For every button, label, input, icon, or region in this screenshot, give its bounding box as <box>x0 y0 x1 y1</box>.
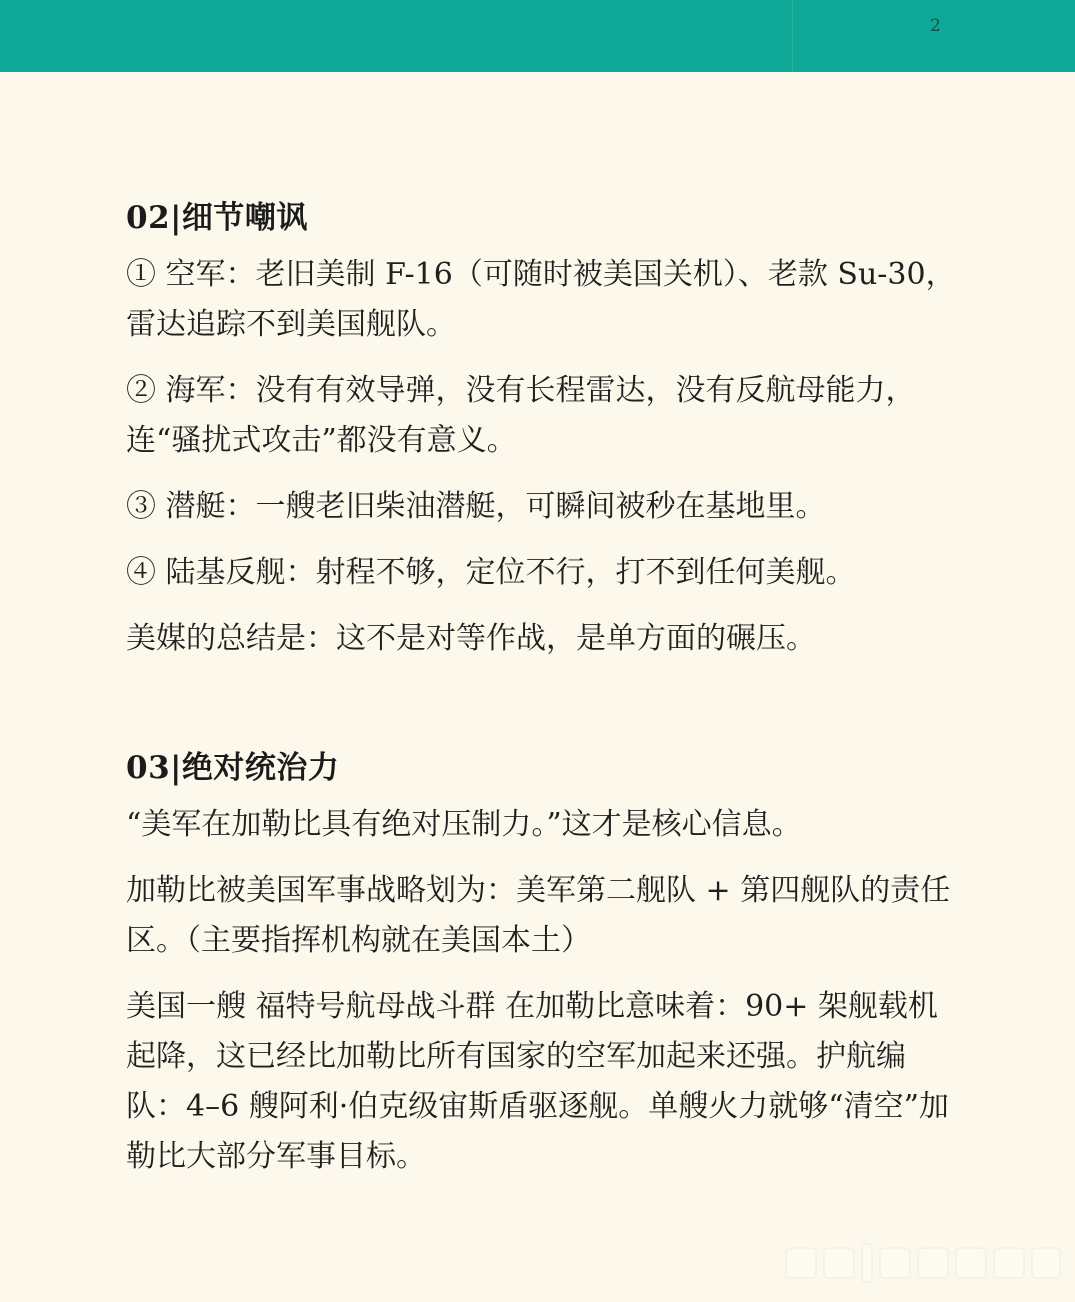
paragraph-fleet-responsibility: 加勒比被美国军事战略划为：美军第二舰队 + 第四舰队的责任区。（主要指挥机构就在美国本土） <box>126 873 951 958</box>
paragraph-summary: 美媒的总结是：这不是对等作战，是单方面的碾压。 <box>126 621 816 656</box>
paragraph-carrier-group: 美国一艘 福特号航母战斗群 在加勒比意味着：90+ 架舰载机起降，这已经比加勒比所有国家的空军加起来还强。护航编队：4–6 艘阿利·伯克级宙斯盾驱逐舰。单艘火力就够“清空”加勒比大部分军事目标。 <box>126 989 949 1174</box>
watermark-graphic <box>780 1238 1065 1290</box>
paragraph-land-anti-ship: ④ 陆基反舰：射程不够，定位不行，打不到任何美舰。 <box>126 555 856 590</box>
section-absolute-dominance <box>126 740 956 1182</box>
section-heading: 02|细节嘲讽 <box>126 200 308 236</box>
article-body <box>126 190 956 1198</box>
top-header-bar <box>0 0 1075 72</box>
paragraph-navy: ② 海军：没有有效导弹，没有长程雷达，没有反航母能力，连“骚扰式攻击”都没有意义。 <box>126 373 916 458</box>
section-heading: 03|绝对统治力 <box>126 750 340 786</box>
page-number: 2 <box>930 16 941 36</box>
paragraph-air-force: ① 空军：老旧美制 F-16（可随时被美国关机）、老款 Su-30，雷达追踪不到美国舰队。 <box>126 257 956 342</box>
section-details-mockery <box>126 190 956 664</box>
paragraph-core-message: “美军在加勒比具有绝对压制力。”这才是核心信息。 <box>126 807 802 842</box>
paragraph-submarine: ③ 潜艇：一艘老旧柴油潜艇，可瞬间被秒在基地里。 <box>126 489 826 524</box>
section-spacer <box>126 680 956 740</box>
